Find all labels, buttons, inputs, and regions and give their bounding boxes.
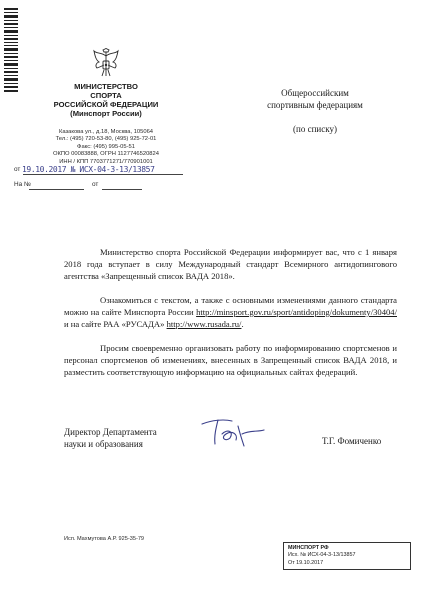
- handwritten-reg-number: 19.10.2017 № ИСХ-04-3-13/13857: [22, 165, 155, 174]
- org-line: СПОРТА: [90, 91, 122, 100]
- contact-line: Факс: (495) 995-05-51: [77, 143, 135, 150]
- minsport-link[interactable]: http://minsport.gov.ru/sport/antidoping/dokumenty/30404/: [196, 306, 397, 317]
- reg-prefix: от: [14, 166, 21, 173]
- recipient-line: спортивным федерациям: [267, 100, 363, 110]
- body-paragraph-3: [64, 343, 397, 378]
- body-paragraph-1: [64, 247, 397, 282]
- executor-info: Исп. Махмутова А.Р. 925-35-79: [64, 536, 145, 542]
- body-paragraph-2: [64, 295, 397, 330]
- paragraph-text: .: [241, 318, 244, 329]
- reference-line: [14, 181, 190, 188]
- sender-organization: [40, 82, 172, 118]
- paragraph-text: Министерство спорта Российской Федерации информирует вас, что с 1 января 2018 года вступает в силу Международный стандарт Всемирного антидопингового агентства «Запрещенный список ВАДА 2018».: [64, 247, 397, 281]
- signatory-name: Т.Г. Фомиченко: [322, 436, 382, 446]
- paragraph-text: Ознакомиться с текстом, а также с основными изменениями данного стандарта можно на сайте Минспорта России: [64, 295, 397, 317]
- signatory-position: [64, 426, 157, 450]
- contact-line: Тел.: (495) 720-53-80, (495) 925-72-01: [55, 136, 157, 143]
- rusada-link[interactable]: http://www.rusada.ru/: [166, 318, 242, 329]
- recipient-block: [240, 87, 390, 135]
- handwritten-signature: [198, 412, 272, 452]
- contact-line: ОКПО 00083888, ОГРН 1127746520824: [53, 151, 159, 158]
- position-line: Директор Департамента: [64, 427, 157, 437]
- stamp-line: Исх. № ИСХ-04-3-13/13857: [288, 552, 356, 559]
- stamp-line: МИНСПОРТ РФ: [288, 545, 329, 551]
- sender-contacts: [40, 129, 172, 166]
- ref-from: от: [92, 181, 99, 188]
- recipient-line: Общероссийским: [281, 88, 349, 98]
- recipient-line: (по списку): [293, 124, 337, 134]
- org-line: (Минспорт России): [70, 109, 142, 118]
- contact-line: ИНН / КПП 7703771271/770901001: [59, 158, 153, 165]
- paragraph-text: и на сайте РАА «РУСАДА»: [64, 318, 167, 329]
- position-line: науки и образования: [64, 439, 143, 449]
- registration-stamp: [283, 542, 411, 570]
- org-line: МИНИСТЕРСТВО: [74, 82, 138, 91]
- barcode: [4, 8, 18, 92]
- paragraph-text: Просим своевременно организовать работу по информированию спортсменов и персонал спортсменов об изменениях, внесенных в Запрещенный список ВАДА 2018, и разместить соответствующую информацию на официальных сайтах федераций.: [64, 343, 397, 377]
- stamp-line: От 19.10.2017: [288, 559, 324, 566]
- contact-line: Казакова ул., д.18, Москва, 105064: [58, 129, 154, 135]
- org-line: РОССИЙСКОЙ ФЕДЕРАЦИИ: [53, 100, 159, 109]
- recipient-line: [240, 111, 390, 123]
- ref-prefix: На №: [14, 181, 31, 188]
- coat-of-arms-icon: [91, 48, 121, 80]
